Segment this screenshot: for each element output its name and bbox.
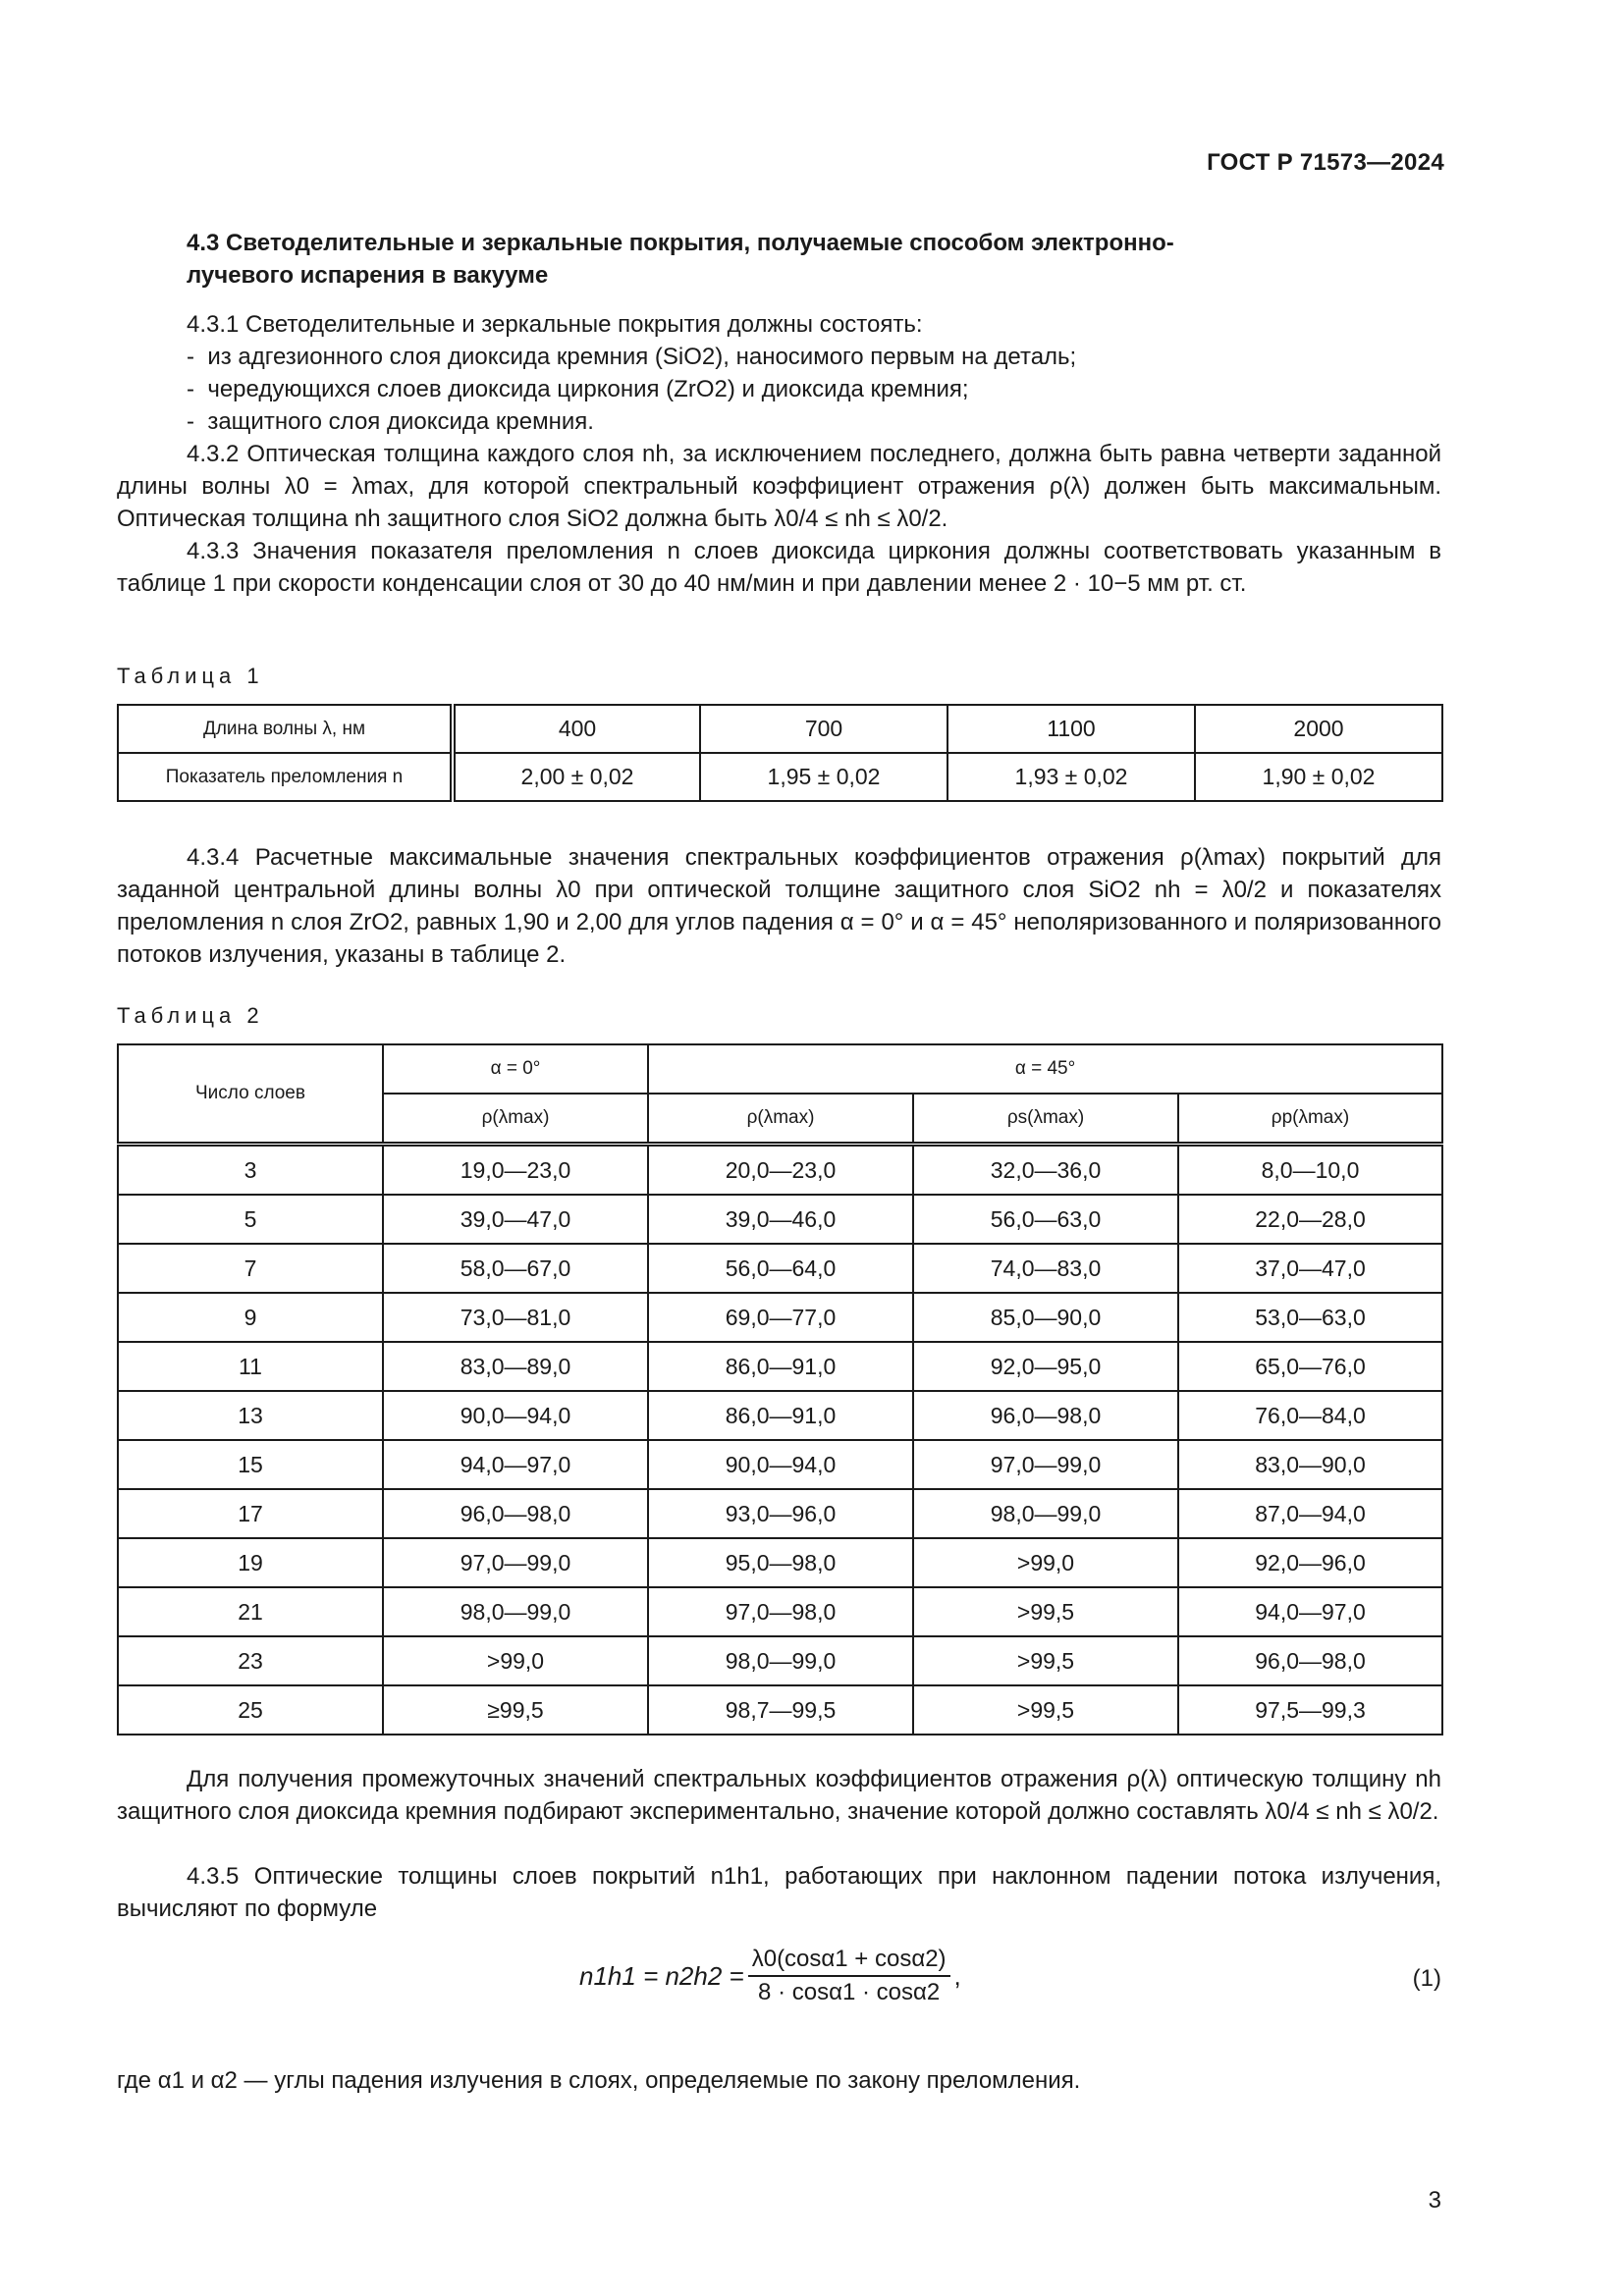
layer-count-cell: 9 <box>118 1293 383 1342</box>
table-row <box>118 1391 1442 1440</box>
clause-4-3-1 <box>117 308 1441 438</box>
formula-lhs: n1h1 = n2h2 = <box>579 1960 744 1991</box>
table-cell: 83,0—90,0 <box>1178 1440 1442 1489</box>
table-cell: 97,0—99,0 <box>913 1440 1178 1489</box>
clause-4-3-5 <box>117 1860 1441 1925</box>
table-cell: >99,0 <box>383 1636 648 1685</box>
clause-4-3-3 <box>117 535 1441 600</box>
table-cell: 56,0—64,0 <box>648 1244 913 1293</box>
formula-denominator: 8 · cosα1 · cosα2 <box>758 1979 941 2005</box>
formula-numerator: λ0(cosα1 + cosα2) <box>748 1946 950 1977</box>
table-cell: 400 <box>453 705 700 753</box>
table-row <box>118 1244 1442 1293</box>
table-cell: 2000 <box>1195 705 1442 753</box>
layer-count-cell: 23 <box>118 1636 383 1685</box>
list-item-alternating-layers: - чередующихся слоев диоксида циркония (ZrO2) и диоксида кремния; <box>117 373 1441 405</box>
table-cell: 20,0—23,0 <box>648 1145 913 1196</box>
table-row <box>118 1587 1442 1636</box>
clause-4-3-5-text: 4.3.5 Оптические толщины слоев покрытий n1h1, работающих при наклонном падении потока излучения, вычисляют по формуле <box>117 1863 1441 1922</box>
table-cell: 96,0—98,0 <box>383 1489 648 1538</box>
table-cell: 65,0—76,0 <box>1178 1342 1442 1391</box>
table-cell: 39,0—46,0 <box>648 1195 913 1244</box>
table-cell: >99,5 <box>913 1636 1178 1685</box>
table-cell: ≥99,5 <box>383 1685 648 1735</box>
layer-count-cell: 5 <box>118 1195 383 1244</box>
table-cell: >99,5 <box>913 1587 1178 1636</box>
table-cell: 97,0—98,0 <box>648 1587 913 1636</box>
table-header-row <box>118 1044 1442 1094</box>
row-label-wavelength: Длина волны λ, нм <box>118 705 453 753</box>
table-row <box>118 1342 1442 1391</box>
document-code: ГОСТ Р 71573—2024 <box>1207 149 1444 176</box>
table-cell: 1,95 ± 0,02 <box>700 753 947 801</box>
table-cell: 2,00 ± 0,02 <box>453 753 700 801</box>
table-cell: 90,0—94,0 <box>383 1391 648 1440</box>
paragraph-where <box>117 2064 1441 2097</box>
layer-count-cell: 15 <box>118 1440 383 1489</box>
table-cell: 87,0—94,0 <box>1178 1489 1442 1538</box>
header-rho-p: ρp(λmax) <box>1178 1094 1442 1145</box>
paragraph-intermediate-values <box>117 1763 1441 1828</box>
table-row <box>118 1293 1442 1342</box>
layer-count-cell: 13 <box>118 1391 383 1440</box>
table-cell: 39,0—47,0 <box>383 1195 648 1244</box>
table-cell: 85,0—90,0 <box>913 1293 1178 1342</box>
clause-4-3-2 <box>117 438 1441 535</box>
clause-4-3-2-text: 4.3.2 Оптическая толщина каждого слоя nh, за исключением последнего, должна быть равна четверти заданной длины волны λ0 = λmax, для которой спектральный коэффициент отражения ρ(λ) должен быть максимальным. Оптическая толщина nh защитного слоя SiO2 должна быть λ0/4 ≤ nh ≤ λ0/2. <box>117 441 1441 532</box>
table-cell: 32,0—36,0 <box>913 1145 1178 1196</box>
table-row <box>118 1195 1442 1244</box>
table-cell: 58,0—67,0 <box>383 1244 648 1293</box>
table-cell: 98,7—99,5 <box>648 1685 913 1735</box>
table-cell: 56,0—63,0 <box>913 1195 1178 1244</box>
table-cell: 86,0—91,0 <box>648 1391 913 1440</box>
page-number: 3 <box>1428 2187 1441 2214</box>
table-cell: 94,0—97,0 <box>383 1440 648 1489</box>
table-cell: 92,0—95,0 <box>913 1342 1178 1391</box>
table-1-caption: Таблица 1 <box>117 664 264 688</box>
table-cell: 1100 <box>947 705 1195 753</box>
clause-4-3-3-text: 4.3.3 Значения показателя преломления n слоев диоксида циркония должны соответствовать указанным в таблице 1 при скорости конденсации слоя от 30 до 40 нм/мин и при давлении менее 2 · 10−5 мм рт. ст. <box>117 538 1441 597</box>
layer-count-cell: 21 <box>118 1587 383 1636</box>
table-cell: 96,0—98,0 <box>913 1391 1178 1440</box>
table-cell: 92,0—96,0 <box>1178 1538 1442 1587</box>
table-cell: 19,0—23,0 <box>383 1145 648 1196</box>
layer-count-cell: 11 <box>118 1342 383 1391</box>
table-cell: 83,0—89,0 <box>383 1342 648 1391</box>
table-cell: 69,0—77,0 <box>648 1293 913 1342</box>
table-2-caption: Таблица 2 <box>117 1003 264 1028</box>
table-cell: 1,93 ± 0,02 <box>947 753 1195 801</box>
layer-count-cell: 3 <box>118 1145 383 1196</box>
formula-1 <box>579 1946 961 2006</box>
table-cell: 53,0—63,0 <box>1178 1293 1442 1342</box>
table-row <box>118 1538 1442 1587</box>
table-cell: 74,0—83,0 <box>913 1244 1178 1293</box>
table-row <box>118 705 1442 753</box>
table-cell: 98,0—99,0 <box>383 1587 648 1636</box>
table-cell: 96,0—98,0 <box>1178 1636 1442 1685</box>
header-rho-a0: ρ(λmax) <box>383 1094 648 1145</box>
table-cell: 22,0—28,0 <box>1178 1195 1442 1244</box>
table-cell: 95,0—98,0 <box>648 1538 913 1587</box>
header-angle-0: α = 0° <box>383 1044 648 1094</box>
table-1 <box>117 704 1443 802</box>
table-cell: >99,0 <box>913 1538 1178 1587</box>
table-cell: 90,0—94,0 <box>648 1440 913 1489</box>
paragraph-where-text: где α1 и α2 — углы падения излучения в слоях, определяемые по закону преломления. <box>117 2067 1081 2094</box>
table-cell: 94,0—97,0 <box>1178 1587 1442 1636</box>
formula-number: (1) <box>1412 1965 1441 1992</box>
clause-4-3-1-intro: 4.3.1 Светоделительные и зеркальные покрытия должны состоять: <box>187 311 923 338</box>
table-row <box>118 1489 1442 1538</box>
list-item-protective-layer: - защитного слоя диоксида кремния. <box>117 405 1441 438</box>
layer-count-cell: 19 <box>118 1538 383 1587</box>
clause-4-3-4 <box>117 841 1441 971</box>
clause-4-3-4-text: 4.3.4 Расчетные максимальные значения спектральных коэффициентов отражения ρ(λmax) покрытий для заданной центральной длины волны λ0 при оптической толщине защитного слоя SiO2 nh = λ0/2 и показателях преломления n слоя ZrO2, равных 1,90 и 2,00 для углов падения α = 0° и α = 45° неполяризованного и поляризованного потоков излучения, указаны в таблице 2. <box>117 844 1441 968</box>
table-row <box>118 753 1442 801</box>
section-title: 4.3 Светоделительные и зеркальные покрытия, получаемые способом электронно-лучевого испарения в вакууме <box>187 230 1174 289</box>
table-cell: 700 <box>700 705 947 753</box>
table-cell: 76,0—84,0 <box>1178 1391 1442 1440</box>
table-2 <box>117 1043 1443 1735</box>
list-item-adhesion-layer: - из адгезионного слоя диоксида кремния (SiO2), наносимого первым на деталь; <box>117 341 1441 373</box>
header-layers: Число слоев <box>118 1044 383 1145</box>
table-cell: 98,0—99,0 <box>648 1636 913 1685</box>
paragraph-intermediate-values-text: Для получения промежуточных значений спектральных коэффициентов отражения ρ(λ) оптическую толщину nh защитного слоя диоксида кремния подбирают экспериментально, значение которой должно составлять λ0/4 ≤ nh ≤ λ0/2. <box>117 1766 1441 1825</box>
table-row <box>118 1685 1442 1735</box>
table-cell: 37,0—47,0 <box>1178 1244 1442 1293</box>
table-cell: >99,5 <box>913 1685 1178 1735</box>
layer-count-cell: 17 <box>118 1489 383 1538</box>
table-cell: 98,0—99,0 <box>913 1489 1178 1538</box>
formula-fraction <box>748 1946 950 2006</box>
layer-count-cell: 25 <box>118 1685 383 1735</box>
header-angle-45: α = 45° <box>648 1044 1442 1094</box>
table-row <box>118 1636 1442 1685</box>
formula-tail: , <box>953 1960 961 1991</box>
table-cell: 97,5—99,3 <box>1178 1685 1442 1735</box>
table-cell: 93,0—96,0 <box>648 1489 913 1538</box>
table-row <box>118 1440 1442 1489</box>
header-rho-a45: ρ(λmax) <box>648 1094 913 1145</box>
table-cell: 97,0—99,0 <box>383 1538 648 1587</box>
table-cell: 73,0—81,0 <box>383 1293 648 1342</box>
table-row <box>118 1145 1442 1196</box>
header-rho-s: ρs(λmax) <box>913 1094 1178 1145</box>
row-label-refractive-index: Показатель преломления n <box>118 753 453 801</box>
table-cell: 86,0—91,0 <box>648 1342 913 1391</box>
table-cell: 1,90 ± 0,02 <box>1195 753 1442 801</box>
layer-count-cell: 7 <box>118 1244 383 1293</box>
table-cell: 8,0—10,0 <box>1178 1145 1442 1196</box>
